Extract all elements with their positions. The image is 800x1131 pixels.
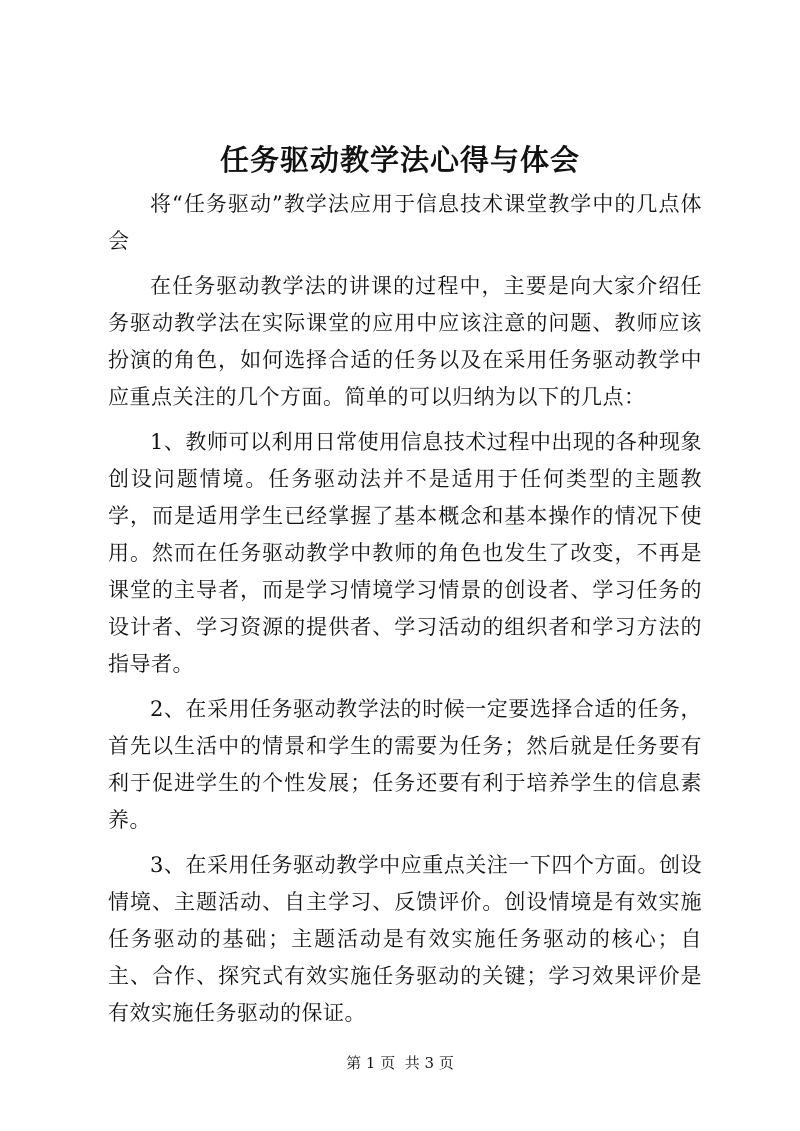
paragraph-overview: 在任务驱动教学法的讲课的过程中，主要是向大家介绍任务驱动教学法在实际课堂的应用中应该注意的问题、教师应该扮演的角色，如何选择合适的任务以及在采用任务驱动教学中应重点关注的几个方面。简单的可以归纳为以下的几点：: [108, 274, 702, 409]
document-title: 任务驱动教学法心得与体会: [219, 143, 580, 177]
paragraph-point-2: 2、在采用任务驱动教学法的时候一定要选择合适的任务，首先以生活中的情景和学生的需要为任务；然后就是任务要有利于促进学生的个性发展；任务还要有利于培养学生的信息素养。: [108, 697, 702, 832]
paragraph-point-1: 1、教师可以利用日常使用信息技术过程中出现的各种现象创设问题情境。任务驱动法并不是适用于任何类型的主题教学，而是适用学生已经掌握了基本概念和基本操作的情况下使用。然而在任务驱动教学中教师的角色也发生了改变，不再是课堂的主导者，而是学习情境学习情景的创设者、学习任务的设计者、学习资源的提供者、学习活动的组织者和学习方法的指导者。: [108, 430, 702, 676]
paragraph-intro-heading: 将“任务驱动”教学法应用于信息技术课堂教学中的几点体会: [108, 192, 702, 253]
page-number-footer: 第 1 页 共 3 页: [346, 1054, 454, 1072]
paragraph-point-3: 3、在采用任务驱动教学中应重点关注一下四个方面。创设情境、主题活动、自主学习、反馈评价。创设情境是有效实施任务驱动的基础；主题活动是有效实施任务驱动的核心；自主、合作、探究式有效实施任务驱动的关键；学习效果评价是有效实施任务驱动的保证。: [108, 853, 702, 1025]
document-body: [108, 186, 702, 1032]
